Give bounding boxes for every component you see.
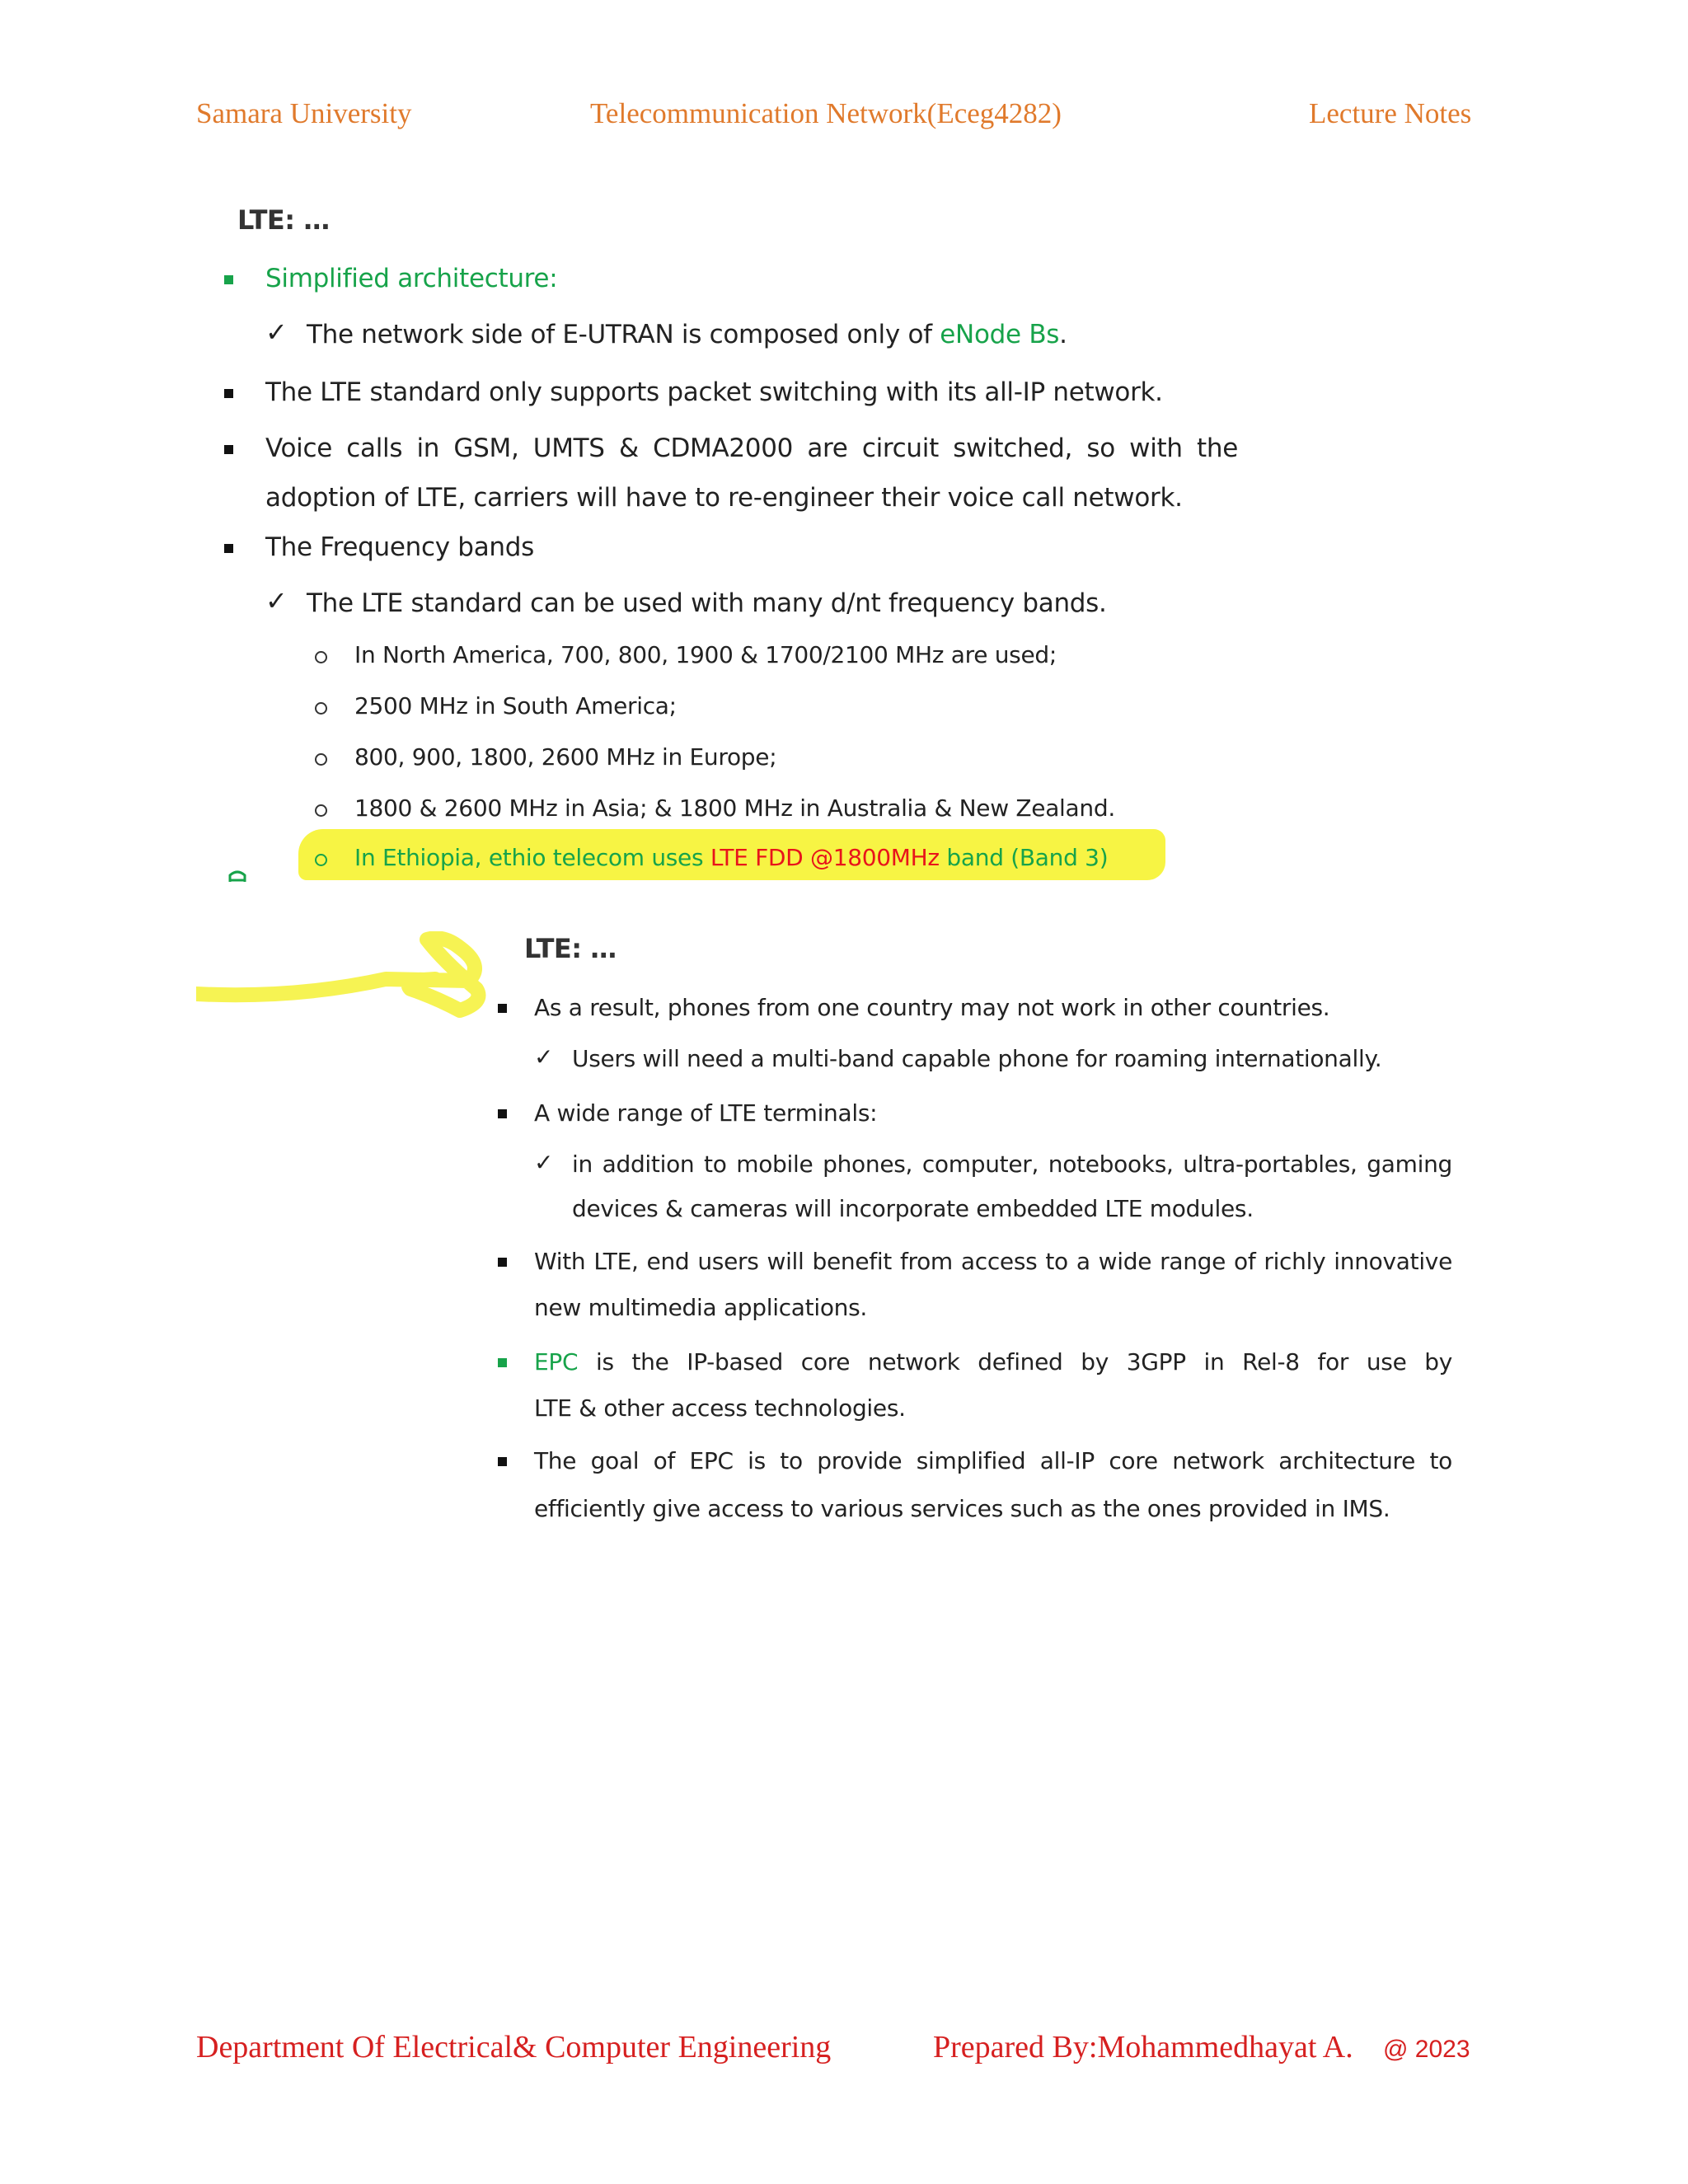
epc-line2: LTE & other access technologies. xyxy=(534,1394,906,1422)
band-north-america: In North America, 700, 800, 1900 & 1700/2100 MHz are used; xyxy=(354,641,1057,668)
footer-prepared-by: Prepared By:Mohammedhayat A. xyxy=(933,2030,1353,2064)
simplified-architecture-label: Simplified architecture: xyxy=(265,264,558,293)
square-bullet-icon xyxy=(498,1004,507,1013)
check-mark-icon: ✓ xyxy=(265,585,288,616)
terminals-addition-line2: devices & cameras will incorporate embedded LTE modules. xyxy=(572,1195,1254,1222)
footer-year: @ 2023 xyxy=(1383,2036,1470,2063)
square-bullet-icon xyxy=(498,1258,507,1267)
header-institution: Samara University xyxy=(196,97,412,129)
epc-term: EPC xyxy=(534,1348,579,1376)
square-bullet-icon xyxy=(224,544,233,553)
circle-bullet-icon xyxy=(315,854,327,866)
band-ethiopia xyxy=(354,844,1108,871)
circle-bullet-icon xyxy=(315,651,327,663)
circle-bullet-icon xyxy=(315,753,327,766)
square-bullet-icon xyxy=(224,445,233,454)
frequency-bands-check-text: The LTE standard can be used with many d/nt frequency bands. xyxy=(307,588,1107,618)
band-asia-australia: 1800 & 2600 MHz in Asia; & 1800 MHz in Australia & New Zealand. xyxy=(354,794,1115,822)
square-bullet-icon xyxy=(498,1109,507,1118)
section2-heading: LTE: … xyxy=(524,933,617,964)
packet-switching-text: The LTE standard only supports packet switching with its all-IP network. xyxy=(265,377,1163,407)
highlighter-arrow-scribble xyxy=(196,931,509,1022)
voice-calls-line1: Voice calls in GSM, UMTS & CDMA2000 are circuit switched, so with the xyxy=(265,434,1238,463)
benefit-line2: new multimedia applications. xyxy=(534,1294,867,1321)
band3-text: band (Band 3) xyxy=(939,844,1109,871)
frequency-bands-label: The Frequency bands xyxy=(265,532,534,562)
section1-heading: LTE: … xyxy=(237,204,330,236)
square-bullet-icon xyxy=(498,1457,507,1466)
check-mark-icon: ✓ xyxy=(265,316,288,348)
lte-fdd-term: LTE FDD @1800MHz xyxy=(710,844,940,871)
benefit-line1: With LTE, end users will benefit from access to a wide range of richly innovative xyxy=(534,1248,1452,1275)
goal-line1: The goal of EPC is to provide simplified all-IP core network architecture to xyxy=(534,1447,1452,1474)
epc-line1 xyxy=(534,1348,1452,1376)
network-side-text-part: The network side of E-UTRAN is composed only of xyxy=(307,320,940,349)
ethiopia-text-part: In Ethiopia, ethio telecom uses xyxy=(354,844,710,871)
header-notes-label: Lecture Notes xyxy=(1309,97,1472,129)
epc-line1-rest: is the IP-based core network defined by 3GPP in Rel-8 for use by xyxy=(578,1348,1452,1376)
terminals-addition-line1: in addition to mobile phones, computer, notebooks, ultra-portables, gaming xyxy=(572,1151,1452,1178)
circle-bullet-icon xyxy=(315,702,327,715)
check-mark-icon: ✓ xyxy=(534,1043,554,1071)
network-side-text xyxy=(307,320,1067,349)
square-bullet-icon xyxy=(224,275,233,284)
goal-line2: efficiently give access to various services such as the ones provided in IMS. xyxy=(534,1495,1390,1522)
roaming-result-text: As a result, phones from one country may not work in other countries. xyxy=(534,994,1330,1021)
square-bullet-icon xyxy=(224,389,233,398)
voice-calls-line2: adoption of LTE, carriers will have to re-engineer their voice call network. xyxy=(265,483,1183,513)
terminals-label: A wide range of LTE terminals: xyxy=(534,1099,878,1127)
footer-department: Department Of Electrical& Computer Engineering xyxy=(196,2030,832,2064)
multiband-phone-text: Users will need a multi-band capable phone for roaming internationally. xyxy=(572,1045,1382,1072)
circle-bullet-icon xyxy=(315,804,327,817)
network-side-period: . xyxy=(1059,320,1067,349)
band-south-america: 2500 MHz in South America; xyxy=(354,692,677,719)
check-mark-icon: ✓ xyxy=(534,1149,554,1176)
band-europe: 800, 900, 1800, 2600 MHz in Europe; xyxy=(354,743,777,771)
square-bullet-icon xyxy=(498,1358,507,1367)
header-course-title: Telecommunication Network(Eceg4282) xyxy=(590,97,1062,129)
enodeb-term: eNode Bs xyxy=(940,320,1060,349)
pen-mark-icon xyxy=(227,867,247,883)
